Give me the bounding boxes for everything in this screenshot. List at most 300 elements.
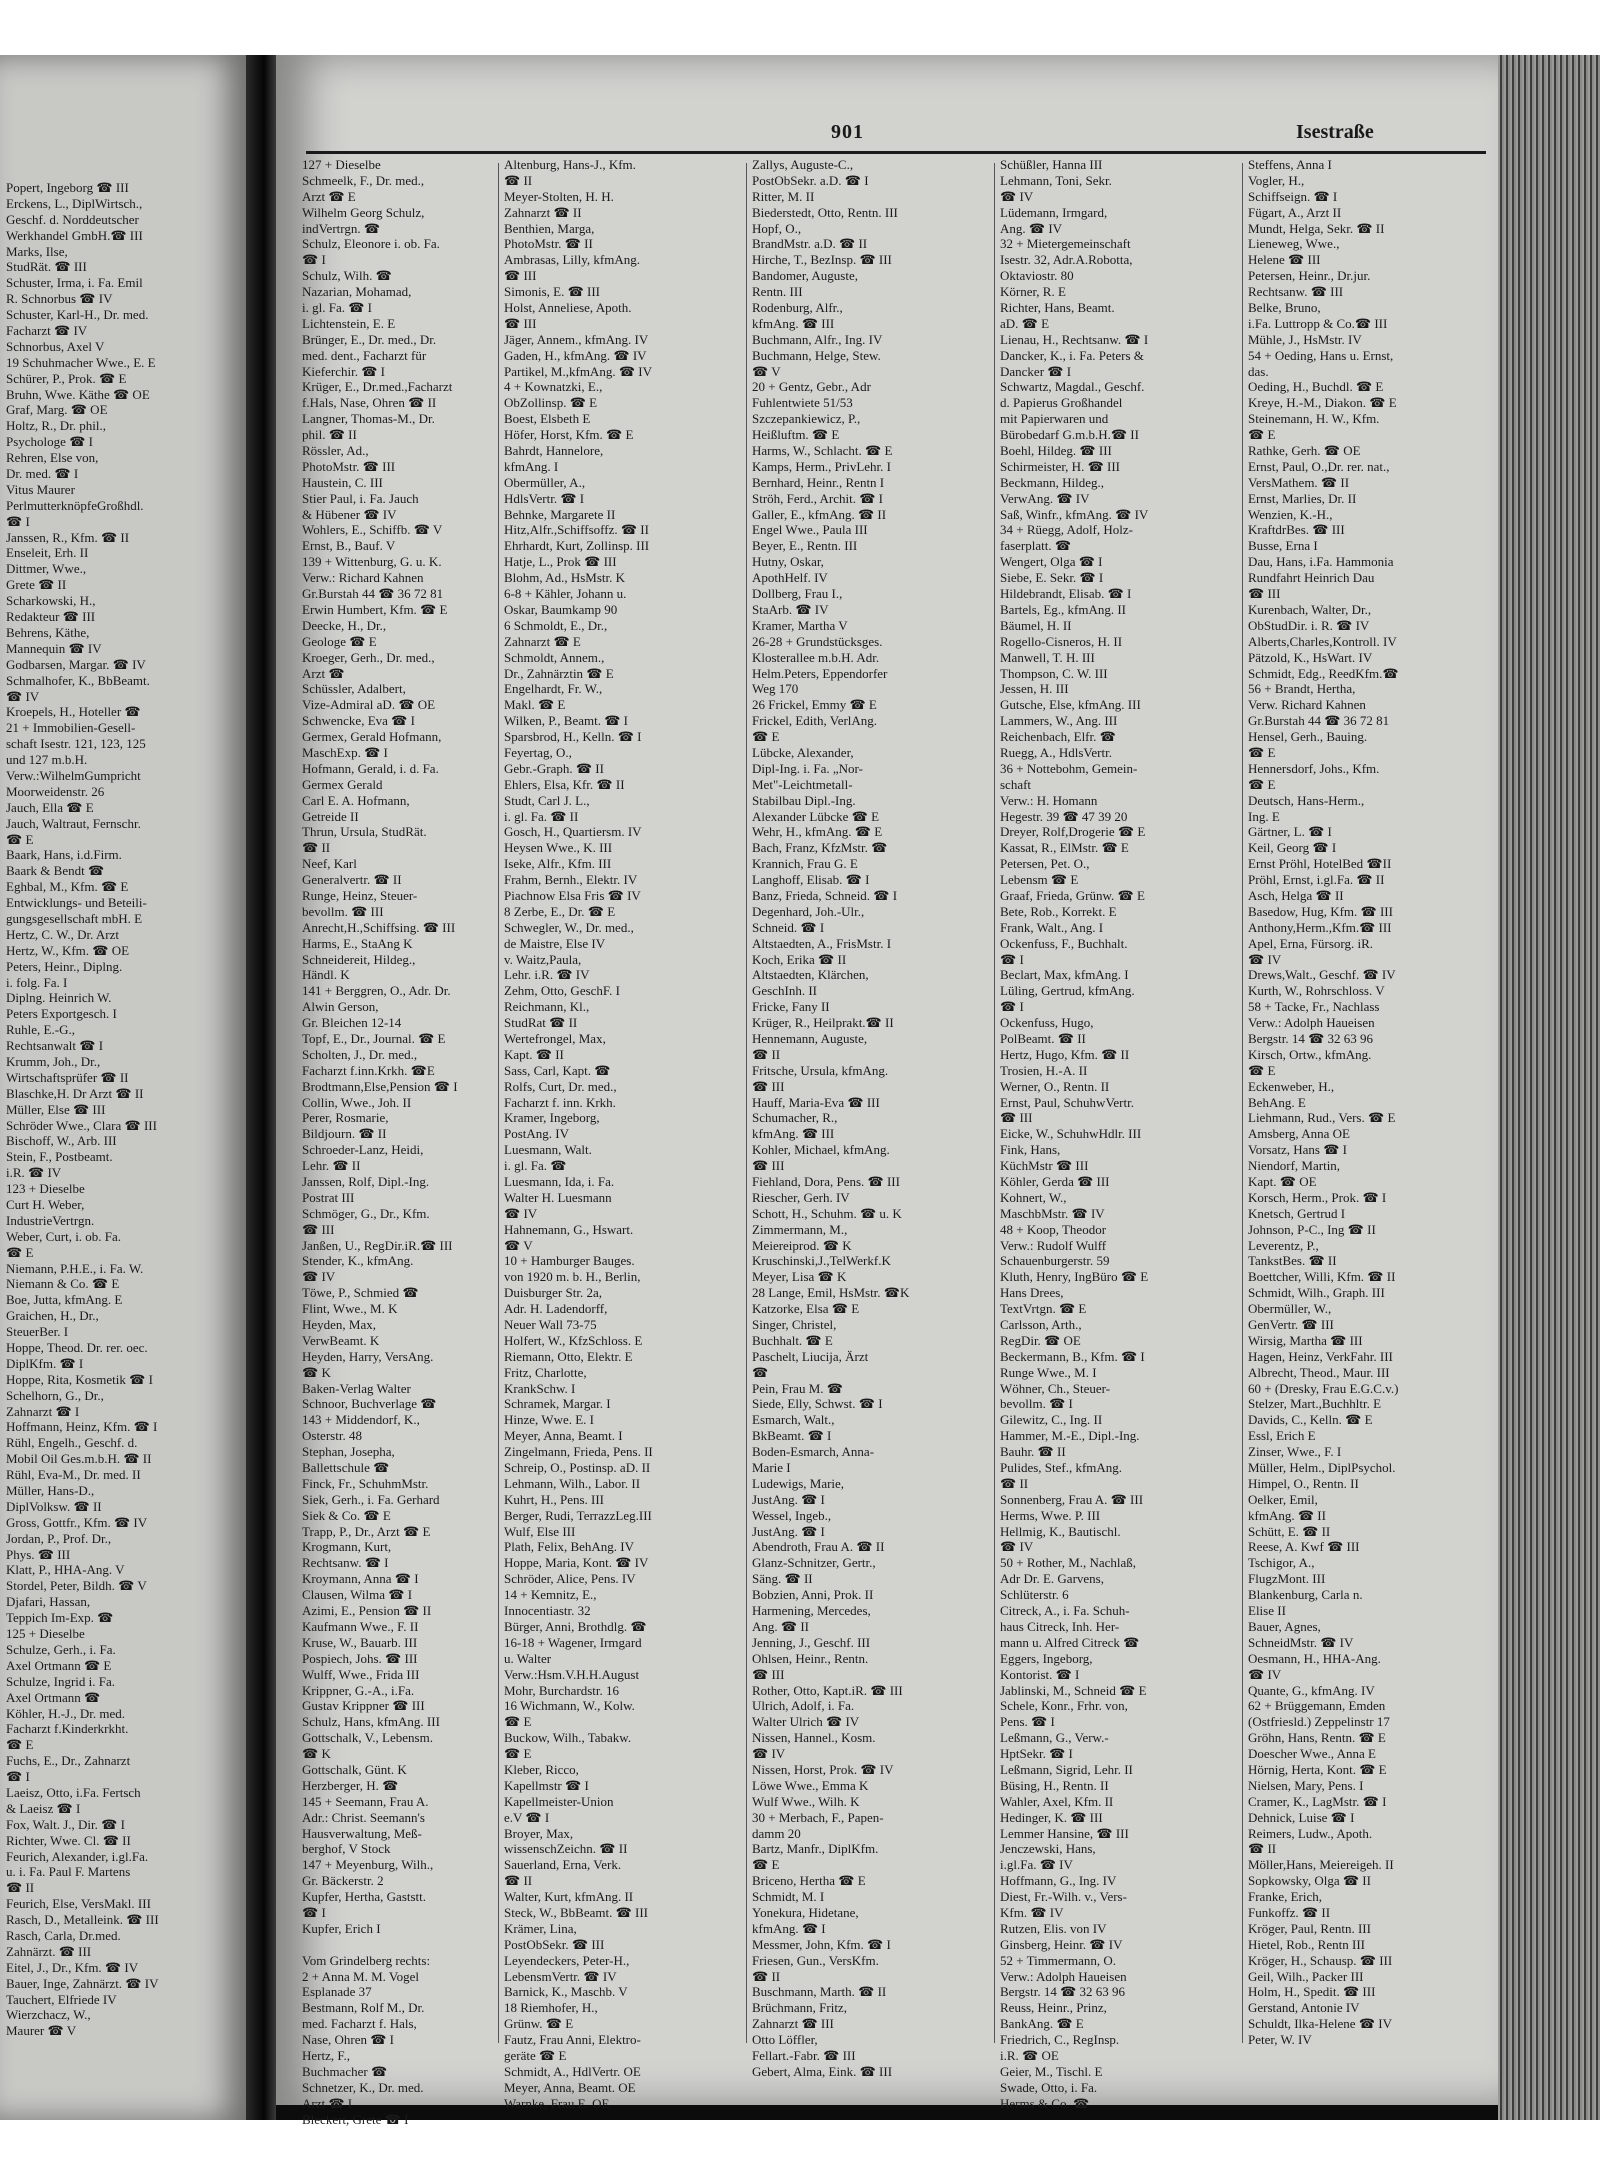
directory-entry-line: Hofmann, Gerald, i. d. Fa. [302, 760, 439, 776]
directory-entry-line: Citreck, A., i. Fa. Schuh- [1000, 1603, 1130, 1619]
directory-entry-line: Geschf. d. Norddeutscher [6, 211, 139, 227]
directory-entry-line: ☎ IV [1000, 188, 1034, 204]
directory-entry-line: ☎ E [504, 1746, 532, 1762]
directory-entry-line: Adr.: Christ. Seemann's [302, 1809, 425, 1825]
directory-entry-line: 6-8 + Kähler, Johann u. [504, 586, 627, 602]
directory-entry-line: Niendorf, Martin, [1248, 1158, 1341, 1174]
directory-entry-line: Iseke, Alfr., Kfm. III [504, 856, 612, 872]
directory-entry-line: Wertefrongel, Max, [504, 1030, 606, 1046]
directory-entry-line: Jablinski, M., Schneid ☎ E [1000, 1682, 1147, 1698]
directory-entry-line: Hertz, F., [302, 2047, 351, 2063]
directory-entry-line: Neef, Karl [302, 856, 357, 872]
directory-entry-line: Alberts,Charles,Kontroll. IV [1248, 633, 1397, 649]
directory-entry-line: ☎ IV [302, 1269, 336, 1285]
directory-entry-line: Grete ☎ II [6, 577, 67, 593]
directory-entry-line: Schuldt, Ilka-Helene ☎ IV [1248, 2016, 1392, 2032]
directory-entry-line: BehAng. E [1248, 1094, 1306, 1110]
directory-entry-line: ObZollinsp. ☎ E [504, 395, 598, 411]
directory-entry-line: und 127 m.b.H. [6, 752, 88, 768]
directory-entry-line: Kröger, Paul, Rentn. III [1248, 1920, 1371, 1936]
directory-entry-line: ☎ I [6, 513, 30, 529]
directory-entry-line: Curt H. Weber, [6, 1197, 85, 1212]
directory-entry-line: 20 + Gentz, Gebr., Adr [752, 379, 871, 395]
directory-entry-line: Hitz,Alfr.,Schiffsoffz. ☎ II [504, 522, 649, 538]
directory-entry-line: Schramek, Margar. I [504, 1396, 611, 1412]
directory-entry-line: Wengert, Olga ☎ I [1000, 554, 1103, 570]
directory-entry-line: Keil, Georg ☎ I [1248, 840, 1337, 856]
directory-entry-line: Oktaviostr. 80 [1000, 268, 1074, 284]
directory-entry-line: Kramer, Ingeborg, [504, 1110, 600, 1126]
directory-entry-line: Gerstand, Antonie IV [1248, 2000, 1360, 2016]
directory-entry-line: Buckow, Wilh., Tabakw. [504, 1730, 632, 1746]
directory-entry-line: Schnorbus, Axel V [6, 338, 105, 354]
directory-entry-line: Rentn. III [752, 284, 803, 300]
directory-entry-line: Gutsche, Else, kfmAng. III [1000, 697, 1141, 713]
directory-entry-line: Warnke, Frau E. OE [504, 2095, 610, 2111]
directory-entry-line: Gröhn, Hans, Rentn. ☎ E [1248, 1730, 1386, 1746]
directory-entry-line: i. gl. Fa. ☎ I [302, 300, 372, 316]
directory-entry-line: de Maistre, Else IV [504, 935, 606, 951]
directory-entry-line: Djafari, Hassan, [6, 1594, 91, 1610]
directory-entry-line: Holfert, W., KfzSchloss. E [504, 1332, 643, 1348]
directory-entry-line: Tauchert, Elfriede IV [6, 1991, 117, 2007]
directory-entry-line: Hietel, Rob., Rentn III [1248, 1936, 1365, 1952]
directory-entry-line: i.R. ☎ IV [6, 1165, 62, 1181]
directory-entry-line: Gaden, H., kfmAng. ☎ IV [504, 347, 647, 363]
directory-entry-line: 10 + Hamburger Bauges. [504, 1253, 635, 1269]
directory-entry-line: Kieferchir. ☎ I [302, 363, 385, 379]
directory-entry-line: PhotoMstr. ☎ II [504, 236, 593, 252]
directory-entry-line: Kfm. ☎ IV [1000, 1904, 1064, 1920]
directory-entry-line: Lebensm ☎ E [1000, 872, 1079, 888]
directory-entry-line: ☎ IV [6, 688, 40, 704]
directory-entry-line: Kreye, H.-M., Diakon. ☎ E [1248, 395, 1397, 411]
directory-entry-line: Entwicklungs- und Beteili- [6, 895, 147, 911]
directory-entry-line: Knetsch, Gertrud I [1248, 1205, 1346, 1221]
directory-entry-line: Marks, Ilse, [6, 243, 68, 259]
directory-entry-line: Peters, Heinr., Diplng. [6, 958, 123, 974]
directory-entry-line: Germex Gerald [302, 776, 383, 792]
directory-entry-line: Engel Wwe., Paula III [752, 522, 868, 538]
directory-entry-line: Möller,Hans, Meiereigeh. II [1248, 1857, 1394, 1873]
directory-entry-line: Deutsch, Hans-Herm., [1248, 792, 1365, 808]
directory-entry-line: Ernst, Paul, SchuhwVertr. [1000, 1094, 1134, 1110]
directory-entry-line: Dr. med. ☎ I [6, 466, 79, 482]
directory-entry-line: Krüger, E., Dr.med.,Facharzt [302, 379, 453, 395]
directory-entry-line: Richter, Hans, Beamt. [1000, 300, 1115, 316]
directory-entry-line: Petersen, Heinr., Dr.jur. [1248, 268, 1371, 284]
directory-entry-line: Redakteur ☎ III [6, 609, 96, 625]
directory-entry-line: Boest, Elsbeth E [504, 411, 591, 427]
directory-entry-line: Rutzen, Elis. von IV [1000, 1920, 1107, 1936]
directory-entry-line: Ballettschule ☎ [302, 1460, 390, 1476]
directory-entry-line: Schwencke, Eva ☎ I [302, 713, 415, 729]
directory-entry-line: Fellart.-Fabr. ☎ III [752, 2047, 856, 2063]
directory-entry-line: ☎ E [504, 1714, 532, 1730]
directory-entry-line: Eicke, W., SchuhwHdlr. III [1000, 1126, 1142, 1142]
directory-entry-line: ☎ I [6, 1769, 30, 1785]
directory-entry-line: Verw.: Rudolf Wulff [1000, 1237, 1107, 1253]
directory-entry-line: ☎ II [752, 1046, 781, 1062]
directory-entry-line: Boden-Esmarch, Anna- [752, 1444, 875, 1460]
directory-entry-line: Harmening, Mercedes, [752, 1603, 871, 1619]
directory-entry-line: Runge, Heinz, Steuer- [302, 887, 418, 903]
directory-entry-line: Schirmeister, H. ☎ III [1000, 458, 1121, 474]
directory-entry-line: Lehmann, Toni, Sekr. [1000, 172, 1112, 188]
directory-entry-line: Gosch, H., Quartiersm. IV [504, 824, 642, 840]
directory-entry-line: Ernst Pröhl, HotelBed ☎II [1248, 856, 1392, 872]
directory-entry-line: Adr. H. Ladendorff, [504, 1301, 608, 1317]
directory-entry-line: Hedinger, K. ☎ III [1000, 1809, 1103, 1825]
directory-entry-line: 2 + Anna M. M. Vogel [302, 1968, 419, 1984]
directory-entry-line: Müller, Helm., DiplPsychol. [1248, 1460, 1396, 1476]
directory-entry-line: Leverentz, P., [1248, 1237, 1319, 1253]
directory-entry-line: Bergstr. 14 ☎ 32 63 96 [1000, 1984, 1126, 2000]
directory-entry-line: schaft Isestr. 121, 123, 125 [6, 736, 146, 752]
directory-entry-line: Schelhorn, G., Dr., [6, 1387, 104, 1403]
directory-entry-line: ☎ III [1248, 586, 1281, 602]
directory-entry-line: Carlsson, Arth., [1000, 1317, 1082, 1333]
directory-entry-line: ☎ IV [1000, 1539, 1034, 1555]
directory-entry-line: Rühl, Eva-M., Dr. med. II [6, 1467, 141, 1483]
directory-entry-line: Ernst, Paul, O.,Dr. rer. nat., [1248, 458, 1390, 474]
left-page-column [6, 180, 242, 2039]
scanned-book-spread [0, 55, 1600, 2127]
directory-entry-line: das. [1248, 363, 1269, 379]
directory-entry-line: 147 + Meyenburg, Wilh., [302, 1857, 434, 1873]
directory-entry-line: Stordel, Peter, Bildh. ☎ V [6, 1578, 147, 1594]
directory-entry-line: 56 + Brandt, Hertha, [1248, 681, 1356, 697]
directory-entry-line: Sass, Carl, Kapt. ☎ [504, 1062, 611, 1078]
directory-entry-line: Friesen, Gun., VersKfm. [752, 1952, 879, 1968]
directory-entry-line: bevollm. ☎ III [302, 903, 384, 919]
directory-entry-line: Boe, Jutta, kfmAng. E [6, 1292, 123, 1308]
directory-entry-line: Luesmann, Ida, i. Fa. [504, 1174, 615, 1189]
directory-entry-line: Vitus Maurer [6, 481, 75, 497]
directory-entry-line: Axel Ortmann ☎ E [6, 1657, 112, 1673]
directory-entry-line: Kupfer, Erich I [302, 1920, 381, 1936]
directory-entry-line: Rathke, Gerh. ☎ OE [1248, 443, 1361, 459]
directory-entry-line: Barnick, K., Maschb. V [504, 1984, 628, 2000]
directory-entry-line: Schnoor, Buchverlage ☎ [302, 1396, 437, 1412]
directory-entry-line: Lehr. ☎ II [302, 1158, 361, 1174]
directory-entry-line: 8 Zerbe, E., Dr. ☎ E [504, 903, 616, 919]
directory-entry-line: Godbarsen, Margar. ☎ IV [6, 656, 146, 672]
directory-entry-line: Holst, Anneliese, Apoth. [504, 300, 632, 316]
directory-entry-line: Vize-Admiral aD. ☎ OE [302, 697, 436, 713]
directory-entry-line: Harms, W., Schlacht. ☎ E [752, 443, 893, 459]
directory-entry-line: Anthony,Herm.,Kfm.☎ III [1248, 919, 1392, 935]
directory-entry-line: Schulze, Ingrid i. Fa. [6, 1673, 116, 1689]
directory-entry-line: kfmAng. ☎ III [752, 1126, 835, 1142]
directory-entry-line: Mühle, J., HsMstr. IV [1248, 331, 1362, 347]
directory-entry-line: Hahnemann, G., Hswart. [504, 1221, 634, 1237]
directory-entry-line: Glanz-Schnitzer, Gertr., [752, 1555, 876, 1571]
directory-entry-line: Wohlers, E., Schiffb. ☎ V [302, 522, 443, 538]
directory-entry-line: Basedow, Hug, Kfm. ☎ III [1248, 903, 1393, 919]
directory-entry-line: Klatt, P., HHA-Ang. V [6, 1562, 125, 1578]
directory-entry-line: Axel Ortmann ☎ [6, 1689, 101, 1705]
directory-entry-line: Werkhandel GmbH.☎ III [6, 227, 143, 243]
directory-entry-line: Reichenbach, Elfr. ☎ [1000, 729, 1116, 745]
directory-entry-line: Schiffseign. ☎ I [1248, 188, 1338, 204]
directory-entry-line: Niemann, P.H.E., i. Fa. W. [6, 1260, 144, 1276]
directory-entry-line: Weber, Curt, i. ob. Fa. [6, 1228, 122, 1244]
directory-entry-line: Händl. K [302, 967, 350, 983]
directory-entry-line: Wulff, Wwe., Frida III [302, 1666, 420, 1682]
directory-entry-line: Zingelmann, Frieda, Pens. II [504, 1444, 653, 1460]
directory-entry-line: Zahnärzt. ☎ III [6, 1943, 92, 1959]
directory-entry-line: Gustav Krippner ☎ III [302, 1698, 425, 1714]
directory-entry-line: Werner, O., Rentn. II [1000, 1078, 1110, 1094]
directory-entry-line: ☎ III [752, 1666, 785, 1682]
directory-entry-line: Carl E. A. Hofmann, [302, 792, 410, 808]
directory-column-5 [1248, 157, 1488, 2048]
directory-entry-line: Reese, A. Kwf ☎ III [1248, 1539, 1360, 1555]
directory-entry-line: PostObSekr. ☎ III [504, 1936, 605, 1952]
directory-entry-line: Essl, Erich E [1248, 1428, 1316, 1444]
directory-entry-line: Heysen Wwe., K. III [504, 840, 613, 856]
directory-entry-line: Facharzt f.inn.Krkh. ☎E [302, 1062, 435, 1078]
directory-entry-line: Wilken, P., Beamt. ☎ I [504, 713, 628, 729]
directory-entry-line: Ludewigs, Marie, [752, 1475, 845, 1491]
directory-entry-line: ☎ E [1248, 427, 1276, 443]
directory-entry-line: Helm.Peters, Eppendorfer [752, 665, 888, 681]
directory-entry-line: TextVrtgn. ☎ E [1000, 1301, 1087, 1317]
directory-entry-line: Schulz, Hans, kfmAng. III [302, 1714, 440, 1730]
directory-entry-line: Gilewitz, C., Ing. II [1000, 1412, 1103, 1428]
directory-entry-line: Herms & Co. ☎ [1000, 2095, 1090, 2111]
directory-entry-line: Hagen, Heinz, VerkFahr. III [1248, 1348, 1393, 1364]
directory-entry-line: Dancker, K., i. Fa. Peters & [1000, 347, 1144, 363]
directory-entry-line: Beclart, Max, kfmAng. I [1000, 967, 1129, 983]
directory-entry-line: Saß, Winfr., kfmAng. ☎ IV [1000, 506, 1149, 522]
directory-entry-line: Ulrich, Adolf, i. Fa. [752, 1698, 855, 1714]
directory-entry-line: Rasch, Carla, Dr.med. [6, 1927, 121, 1943]
directory-entry-line: Duisburger Str. 2a, [504, 1285, 602, 1301]
directory-entry-line: Moorweidenstr. 26 [6, 783, 105, 799]
directory-entry-line: ☎ III [504, 315, 537, 331]
directory-entry-line: Gross, Gottfr., Kfm. ☎ IV [6, 1514, 148, 1530]
directory-entry-line: Verw.: Richard Kahnen [302, 570, 424, 586]
directory-entry-line: Eitel, J., Dr., Kfm. ☎ IV [6, 1959, 139, 1975]
directory-entry-line: Liehmann, Rud., Vers. ☎ E [1248, 1110, 1396, 1126]
directory-entry-line: Riemann, Otto, Elektr. E [504, 1348, 633, 1364]
directory-entry-line: Simonis, E. ☎ III [504, 284, 600, 300]
directory-entry-line: Abendroth, Frau A. ☎ II [752, 1539, 885, 1555]
directory-entry-line: 143 + Middendorf, K., [302, 1412, 420, 1428]
directory-entry-line: Isestr. 32, Adr.A.Robotta, [1000, 252, 1133, 268]
directory-entry-line: JustAng. ☎ I [752, 1491, 825, 1507]
directory-entry-line: VersMathem. ☎ II [1248, 474, 1350, 490]
directory-entry-line: Schröder, Alice, Pens. IV [504, 1571, 636, 1587]
directory-entry-line: Schulze, Gerh., i. Fa. [6, 1641, 116, 1657]
directory-entry-line: Ockenfuss, F., Buchhalt. [1000, 935, 1128, 951]
directory-entry-line: Schneid. ☎ I [752, 919, 825, 935]
directory-entry-line: DiplKfm. ☎ I [6, 1355, 84, 1371]
directory-entry-line: Yonekura, Hidetane, [752, 1904, 859, 1920]
directory-entry-line: Ehrhardt, Kurt, Zollinsp. III [504, 538, 650, 554]
directory-entry-line: StaArb. ☎ IV [752, 601, 829, 617]
directory-entry-line: Bürger, Anni, Brothdlg. ☎ [504, 1618, 647, 1634]
directory-entry-line: Kupfer, Hertha, Gaststt. [302, 1889, 427, 1905]
directory-entry-line: 125 + Dieselbe [6, 1626, 85, 1642]
directory-entry-line: Bahrdt, Hannelore, [504, 443, 604, 459]
directory-entry-line: Bauhr. ☎ II [1000, 1444, 1066, 1460]
left-page [0, 55, 246, 2120]
directory-entry-line: 127 + Dieselbe [302, 157, 381, 172]
directory-entry-line: Weg 170 [752, 681, 799, 697]
directory-entry-line: Heyden, Harry, VersAng. [302, 1348, 434, 1364]
directory-entry-line: Kapt. ☎ OE [1248, 1174, 1317, 1189]
directory-entry-line: aD. ☎ E [1000, 315, 1050, 331]
directory-entry-line: berghof, V Stock [302, 1841, 391, 1857]
directory-entry-line: Nissen, Horst, Prok. ☎ IV [752, 1761, 894, 1777]
directory-entry-line: Ehlers, Elsa, Kfr. ☎ II [504, 776, 625, 792]
directory-entry-line: Arzt ☎ [302, 665, 345, 681]
directory-entry-line: Trapp, P., Dr., Arzt ☎ E [302, 1523, 431, 1539]
directory-entry-line: Eckenweber, H., [1248, 1078, 1335, 1094]
directory-entry-line: Dreyer, Rolf,Drogerie ☎ E [1000, 824, 1146, 840]
directory-entry-line: Kapellmeister-Union [504, 1793, 614, 1809]
directory-entry-line: Verw.: Adolph Haueisen [1248, 1015, 1375, 1031]
directory-entry-line: Klosterallee m.b.H. Adr. [752, 649, 880, 665]
directory-entry-line: Geil, Wilh., Packer III [1248, 1968, 1364, 1984]
directory-entry-line: Meiereiprod. ☎ K [752, 1237, 852, 1253]
directory-entry-line: Germex, Gerald Hofmann, [302, 729, 442, 745]
directory-entry-line: Ruegg, A., HdlsVertr. [1000, 744, 1112, 760]
directory-entry-line: f.Hals, Nase, Ohren ☎ II [302, 395, 437, 411]
directory-entry-line: Hirche, T., BezInsp. ☎ III [752, 252, 892, 268]
directory-entry-line: Jauch, Ella ☎ E [6, 799, 94, 815]
directory-entry-line: Langner, Thomas-M., Dr. [302, 411, 435, 427]
directory-entry-line: kfmAng. I [504, 458, 559, 474]
directory-entry-line: Kontorist. ☎ I [1000, 1666, 1080, 1682]
directory-entry-line: Obermüller, W., [1248, 1301, 1332, 1317]
directory-entry-line: Kurenbach, Walter, Dr., [1248, 601, 1372, 617]
directory-entry-line: Jäger, Annem., kfmAng. IV [504, 331, 649, 347]
directory-entry-line: Köhler, H.-J., Dr. med. [6, 1705, 125, 1721]
directory-entry-line: Franke, Erich, [1248, 1889, 1323, 1905]
directory-entry-line: Busse, Erna I [1248, 538, 1318, 554]
directory-entry-line: Schneidereit, Hildeg., [302, 951, 416, 967]
directory-entry-line: ☎ IV [1248, 951, 1282, 967]
directory-entry-line: BankAng. ☎ E [1000, 2016, 1084, 2032]
directory-entry-line: 32 + Mietergemeinschaft [1000, 236, 1131, 252]
directory-entry-line: Herzberger, H. ☎ [302, 1777, 399, 1793]
directory-entry-line: von 1920 m. b. H., Berlin, [504, 1269, 641, 1285]
directory-entry-line: Feyertag, O., [504, 744, 572, 760]
directory-entry-line: Hertz, C. W., Dr. Arzt [6, 926, 120, 942]
directory-entry-line: Neuer Wall 73-75 [504, 1317, 597, 1333]
directory-entry-line: Rundfahrt Heinrich Dau [1248, 570, 1375, 586]
directory-entry-line: Fuhlentwiete 51/53 [752, 395, 853, 411]
directory-entry-line: Ruhle, E.-G., [6, 1022, 75, 1038]
directory-entry-line: Schulz, Eleonore i. ob. Fa. [302, 236, 440, 252]
directory-entry-line: Walter, Kurt, kfmAng. II [504, 1889, 634, 1905]
directory-entry-line: JustAng. ☎ I [752, 1523, 825, 1539]
directory-entry-line: Lehmann, Wilh., Labor. II [504, 1475, 641, 1491]
directory-entry-line: Buchmacher ☎ [302, 2063, 388, 2079]
directory-entry-line: Paschelt, Liucija, Ärzt [752, 1348, 869, 1364]
directory-entry-line: Hellmig, K., Bautischl. [1000, 1523, 1121, 1539]
directory-entry-line: Bürobedarf G.m.b.H.☎ II [1000, 427, 1139, 443]
directory-entry-line: Behnke, Margarete II [504, 506, 616, 522]
directory-entry-line: Jessen, H. III [1000, 681, 1069, 697]
directory-entry-line [302, 1937, 496, 1953]
directory-entry-line: Sauerland, Erna, Verk. [504, 1857, 622, 1873]
directory-entry-line: MaschbMstr. ☎ IV [1000, 1205, 1105, 1221]
directory-entry-line: Gärtner, L. ☎ I [1248, 824, 1332, 840]
directory-entry-line: GenVertr. ☎ III [1248, 1317, 1334, 1333]
directory-entry-line: Thrun, Ursula, StudRät. [302, 824, 427, 840]
directory-entry-line: Brodtmann,Else,Pension ☎ I [302, 1078, 458, 1094]
directory-entry-line: Ohlsen, Heinr., Rentn. [752, 1650, 869, 1666]
directory-entry-line: 6 Schmoldt, E., Dr., [504, 617, 608, 633]
directory-entry-line: Peter, W. IV [1248, 2032, 1312, 2048]
directory-entry-line: Hennersdorf, Johs., Kfm. [1248, 760, 1380, 776]
directory-entry-line: Albrecht, Theod., Maur. III [1248, 1364, 1390, 1380]
directory-entry-line: Bach, Franz, KfzMstr. ☎ [752, 840, 888, 856]
directory-entry-line: ☎ IV [752, 1746, 786, 1762]
directory-entry-line: Krannich, Frau G. E [752, 856, 858, 872]
directory-entry-line: Maurer ☎ V [6, 2023, 77, 2039]
directory-entry-line: Dehnick, Luise ☎ I [1248, 1809, 1355, 1825]
directory-entry-line: Reimers, Ludw., Apoth. [1248, 1825, 1373, 1841]
directory-entry-line: Alwin Gerson, [302, 999, 379, 1015]
directory-entry-line: Bartz, Manfr., DiplKfm. [752, 1841, 879, 1857]
directory-entry-line: ☎ E [1248, 744, 1276, 760]
directory-entry-line: Oesmann, H., HHA-Ang. [1248, 1650, 1381, 1666]
directory-entry-line: Schnetzer, K., Dr. med. [302, 2079, 424, 2095]
directory-entry-line: Hegestr. 39 ☎ 47 39 20 [1000, 808, 1128, 824]
directory-entry-line: 139 + Wittenburg, G. u. K. [302, 554, 442, 570]
directory-entry-line: ☎ II [6, 1880, 35, 1896]
directory-entry-line: Steinemann, H. W., Kfm. [1248, 411, 1380, 427]
directory-entry-line: Gottschalk, Günt. K [302, 1761, 407, 1777]
directory-entry-line: ☎ III [752, 1158, 785, 1174]
directory-entry-line: Wulf Wwe., Wilh. K [752, 1793, 860, 1809]
directory-entry-line: Hoppe, Maria, Kont. ☎ IV [504, 1555, 649, 1571]
directory-entry-line: Boettcher, Willi, Kfm. ☎ II [1248, 1269, 1396, 1285]
directory-entry-line: Kapellmstr ☎ I [504, 1777, 589, 1793]
directory-entry-line: 26-28 + Grundstücksges. [752, 633, 883, 649]
directory-entry-line: Verw.: Adolph Haueisen [1000, 1968, 1127, 1984]
directory-entry-line: Finck, Fr., SchuhmMstr. [302, 1475, 429, 1491]
directory-entry-line: Schütt, E. ☎ II [1248, 1523, 1331, 1539]
directory-entry-line: Hoppe, Theod. Dr. rer. oec. [6, 1340, 148, 1356]
directory-entry-line: i. gl. Fa. ☎ II [504, 808, 579, 824]
directory-entry-line: 50 + Rother, M., Nachlaß, [1000, 1555, 1137, 1571]
directory-entry-line: Baark, Hans, i.d.Firm. [6, 847, 122, 863]
directory-entry-line: ☎ K [302, 1746, 331, 1762]
column-rule [994, 163, 995, 2043]
directory-entry-line: Ernst, Marlies, Dr. II [1248, 490, 1357, 506]
directory-entry-line: StudRät. ☎ III [6, 259, 87, 275]
directory-entry-line: Walter H. Luesmann [504, 1189, 612, 1205]
directory-entry-line: Dipl-Ing. i. Fa. „Nor- [752, 760, 863, 776]
directory-entry-line: ☎ III [504, 268, 537, 284]
directory-entry-line: Dollberg, Frau I., [752, 586, 843, 602]
directory-entry-line: Brüchmann, Fritz, [752, 2000, 847, 2016]
directory-entry-line: Kurth, W., Rohrschloss. V [1248, 983, 1385, 999]
directory-entry-line: Belke, Bruno, [1248, 300, 1321, 316]
directory-entry-line: ☎ IV [504, 1205, 538, 1221]
directory-entry-line: Facharzt f.Kinderkrkht. [6, 1721, 129, 1737]
directory-entry-line: Feurich, Alexander, i.gl.Fa. [6, 1848, 149, 1864]
directory-entry-line: Arzt ☎ E [302, 188, 356, 204]
directory-entry-line: Mannequin ☎ IV [6, 640, 102, 656]
